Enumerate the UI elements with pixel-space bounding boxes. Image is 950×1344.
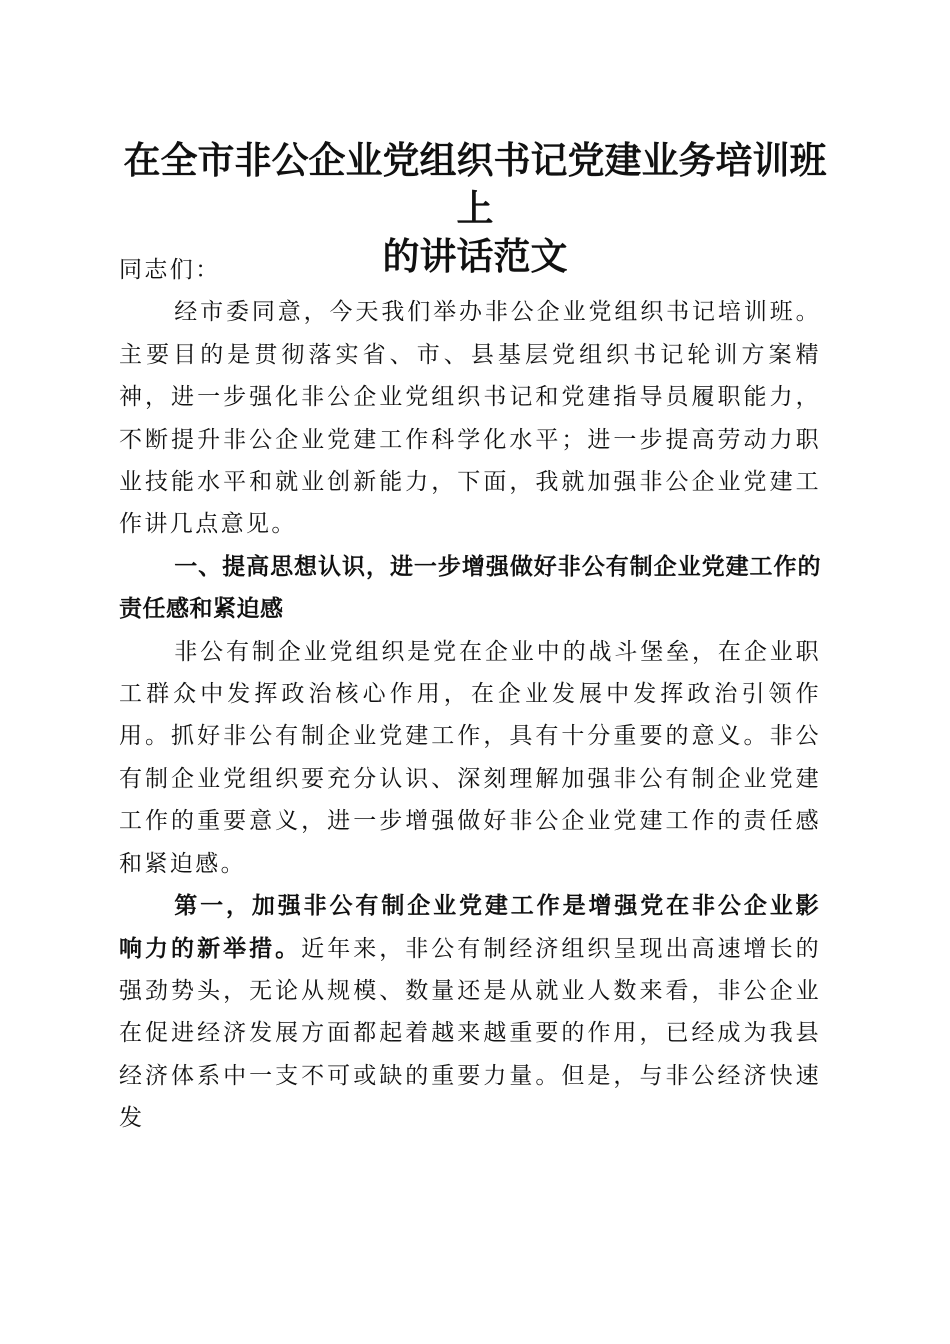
salutation: 同志们： [119,257,221,283]
intro-paragraph: 经市委同意，今天我们举办非公企业党组织书记培训班。主要目的是贯彻落实省、市、县基层党组织书记轮训方案精神，进一步强化非公企业党组织书记和党建指导员履职能力，不断提升非公企业党建工作科学化水平；进一步提高劳动力职业技能水平和就业创新能力，下面，我就加强非公企业党建工作讲几点意见。 [119,299,821,538]
document-body [119,249,821,1140]
point-1-text: 近年来，非公有制经济组织呈现出高速增长的强劲势头，无论从规模、数量还是从就业人数来看，非公企业在促进经济发展方面都起着越来越重要的作用，已经成为我县经济体系中一支不可或缺的重要力量。但是，与非公经济快速发 [119,935,822,1132]
title-line-2: 的讲话范文 [382,234,568,278]
point-1-paragraph [119,885,821,1139]
point-1-lead: 第一，加强非公有制企业党建工作是增强党在非公企业影响力的新举措。 [119,893,821,962]
section-1-paragraph: 非公有制企业党组织是党在企业中的战斗堡垒，在企业职工群众中发挥政治核心作用，在企业发展中发挥政治引领作用。抓好非公有制企业党建工作，具有十分重要的意义。非公有制企业党组织要充分认识、深刻理解加强非公有制企业党建工作的重要意义，进一步增强做好非公企业党建工作的责任感和紧迫感。 [119,638,821,877]
section-1-heading: 一、提高思想认识，进一步增强做好非公有制企业党建工作的责任感和紧迫感 [119,553,821,623]
title-line-1: 在全市非公企业党组织书记党建业务培训班上 [123,138,827,230]
